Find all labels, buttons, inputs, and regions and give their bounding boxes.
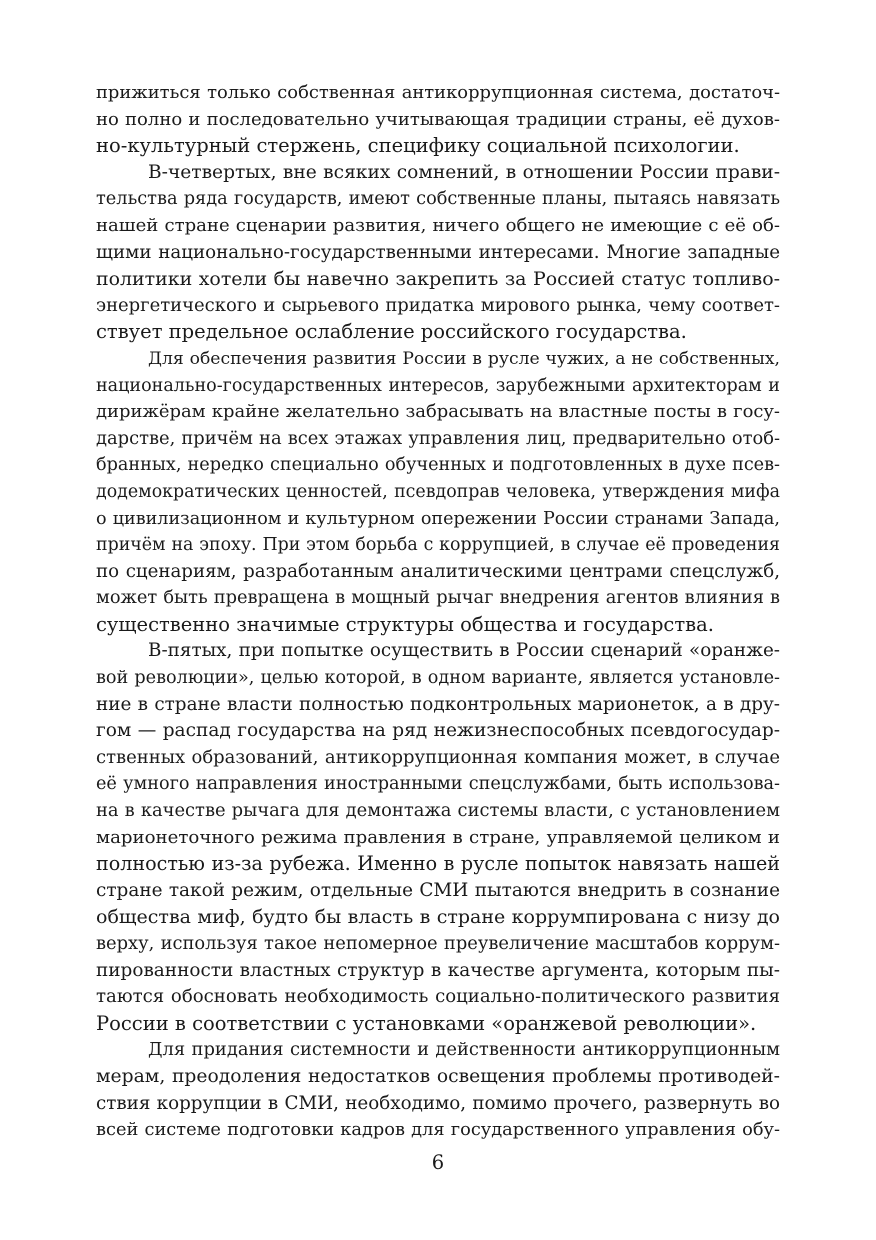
text-line: В-четвертых, вне всяких сомнений, в отношении России прави- bbox=[148, 161, 780, 183]
text-line: по сценариям, разработанным аналитическими центрами спецслужб, bbox=[96, 560, 780, 582]
text-line: национально-государственных интересов, зарубежными архитекторам и bbox=[96, 375, 780, 396]
text-line: общества миф, будто бы власть в стране коррумпирована с низу до bbox=[96, 906, 780, 929]
text-line: ние в стране власти полностью подконтрольных марионеток, а в дру- bbox=[96, 693, 780, 715]
text-line: ственных образований, антикоррупционная компания может, в случае bbox=[96, 746, 780, 768]
text-line: существенно значимые структуры общества и государства. bbox=[96, 612, 714, 636]
text-line: Для придания системности и действенности антикоррупционным bbox=[148, 1039, 780, 1061]
page-number: 6 bbox=[431, 1151, 445, 1174]
text-body bbox=[96, 80, 780, 1144]
text-line: Для обеспечения развития России в русле чужих, а не собственных, bbox=[148, 348, 780, 369]
text-line: пированности властных структур в качестве аргумента, которым пы- bbox=[96, 959, 780, 981]
text-line: тельства ряда государств, имеют собственные планы, пытаясь навязать bbox=[96, 189, 780, 210]
text-line: но полно и последовательно учитывающая традиции страны, её духов- bbox=[96, 108, 780, 130]
text-line: вой революции», целью которой, в одном варианте, является установле- bbox=[96, 668, 780, 689]
text-line: нашей стране сценарии развития, ничего общего не имеющие с её об- bbox=[96, 214, 780, 236]
text-line: ствия коррупции в СМИ, необходимо, помимо прочего, развернуть во bbox=[96, 1092, 780, 1114]
text-line: на в качестве рычага для демонтажа системы власти, с установлением bbox=[96, 800, 780, 822]
text-line: полностью из-за рубежа. Именно в русле попыток навязать нашей bbox=[96, 852, 780, 876]
text-line: дирижёрам крайне желательно забрасывать на властные посты в госу- bbox=[96, 401, 780, 423]
text-line: гом — распад государства на ряд нежизнеспособных псевдогосудар- bbox=[96, 720, 780, 742]
text-line: но-культурный стержень, специфику социальной психологии. bbox=[96, 134, 740, 158]
text-line: может быть превращена в мощный рычаг внедрения агентов влияния в bbox=[96, 587, 780, 609]
text-line: таются обосновать необходимость социально-политического развития bbox=[96, 986, 780, 1008]
text-line: В-пятых, при попытке осуществить в России сценарий «оранже- bbox=[148, 640, 780, 662]
text-line: дарстве, причём на всех этажах управления лиц, предварительно отоб- bbox=[96, 427, 780, 449]
text-line: России в соответствии с установками «оранжевой революции». bbox=[96, 1011, 757, 1035]
text-line: политики хотели бы навечно закрепить за Россией статус топливо- bbox=[96, 268, 780, 291]
text-line: мерам, преодоления недостатков освещения проблемы противодей- bbox=[96, 1065, 780, 1087]
text-line: щими национально-государственными интересами. Многие западные bbox=[96, 241, 780, 263]
text-line: верху, используя такое непомерное преувеличение масштабов коррум- bbox=[96, 933, 780, 954]
text-line: её умного направления иностранными спецслужбами, быть использова- bbox=[96, 774, 780, 795]
text-line: додемократических ценностей, псевдоправ человека, утверждения мифа bbox=[96, 481, 780, 502]
text-line: всей системе подготовки кадров для государственного управления обу- bbox=[96, 1120, 780, 1141]
text-line: причём на эпоху. При этом борьба с коррупцией, в случае её проведения bbox=[96, 535, 780, 556]
text-line: о цивилизационном и культурном опережении России странами Запада, bbox=[96, 508, 780, 529]
text-line: бранных, нередко специально обученных и подготовленных в духе псев- bbox=[96, 455, 780, 476]
text-line: стране такой режим, отдельные СМИ пытаются внедрить в сознание bbox=[96, 879, 780, 901]
text-line: энергетического и сырьевого придатка мирового рынка, чему соответ- bbox=[96, 294, 780, 316]
text-line: ствует предельное ослабление российского государства. bbox=[96, 320, 687, 344]
page-body bbox=[96, 80, 780, 1144]
text-line: марионеточного режима правления в стране, управляемой целиком и bbox=[96, 826, 780, 848]
text-line: прижиться только собственная антикоррупционная система, достаточ- bbox=[96, 82, 780, 103]
